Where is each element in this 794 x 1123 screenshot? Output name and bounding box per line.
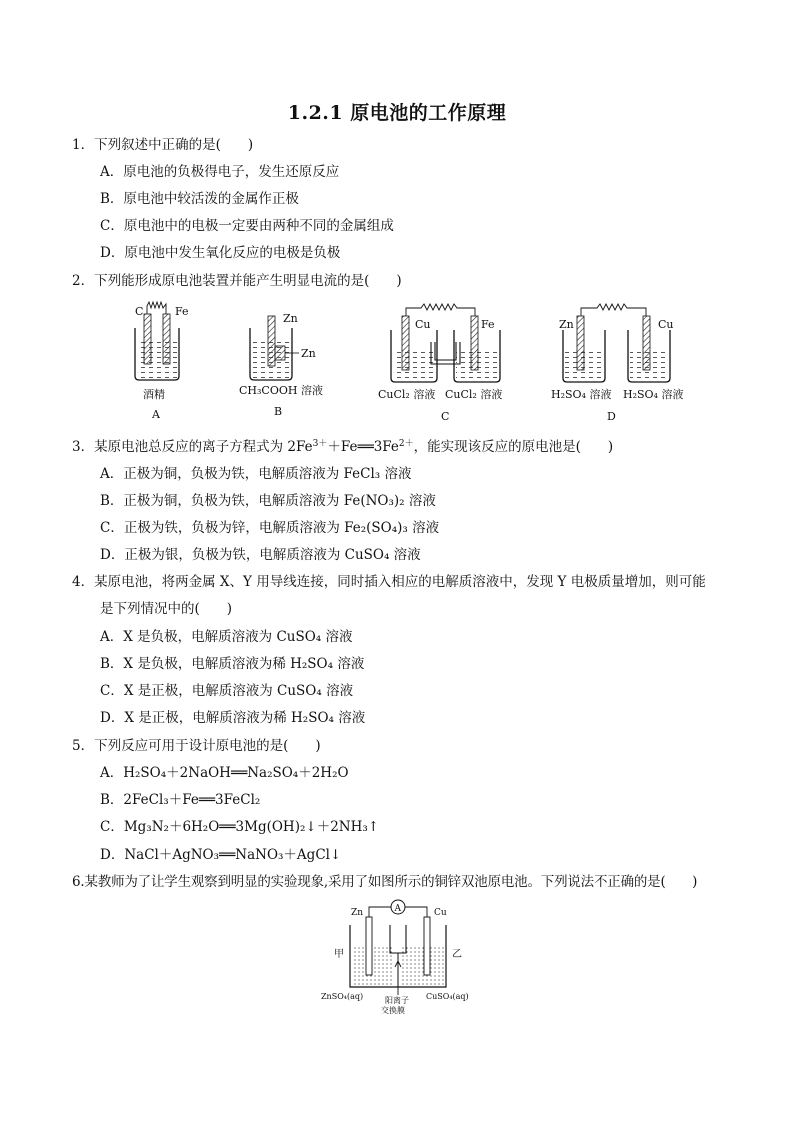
solution-label: CuSO₄(aq) — [426, 992, 469, 1001]
option-text: H₂SO₄＋2NaOH══Na₂SO₄＋2H₂O — [123, 765, 349, 781]
option-text: 原电池的负极得电子，发生还原反应 — [123, 164, 340, 180]
question-text: ＋Fe══3Fe — [327, 439, 399, 455]
salt-bridge — [431, 342, 460, 364]
apparatus-b — [239, 312, 323, 418]
option-3b — [100, 492, 436, 510]
option-text: 原电池中较活泼的金属作正极 — [123, 191, 299, 207]
option-4a — [100, 628, 353, 646]
electrode — [268, 316, 275, 366]
cell-label: 乙 — [452, 949, 462, 960]
option-text: X 是正极，电解质溶液为 CuSO₄ 溶液 — [123, 683, 354, 699]
connecting-wire — [147, 302, 166, 314]
question-number: 4． — [72, 574, 95, 590]
question-4-stem — [72, 573, 706, 591]
option-letter: A． — [100, 629, 124, 645]
ion-charge: 3＋ — [312, 439, 328, 449]
question-2-stem — [72, 272, 402, 290]
option-text: NaCl＋AgNO₃══NaNO₃＋AgCl↓ — [124, 847, 342, 863]
question-text: ，能实现该反应的原电池是( ) — [413, 439, 614, 455]
option-letter: D． — [100, 547, 125, 563]
option-1d — [100, 244, 340, 262]
apparatus-d — [551, 304, 683, 423]
apparatus-c — [378, 304, 502, 423]
apparatus-letter: C — [441, 410, 450, 423]
electrode-label: Fe — [175, 305, 189, 318]
option-text: 正极为银，负极为铁，电解质溶液为 CuSO₄ 溶液 — [124, 547, 421, 563]
option-text: 2FeCl₃＋Fe══3FeCl₂ — [123, 792, 261, 808]
solution-label: CuCl₂ 溶液 — [378, 388, 436, 401]
question-3-stem — [72, 438, 613, 456]
option-5a — [100, 764, 349, 782]
electrode — [643, 316, 650, 370]
question-number: 6. — [72, 874, 85, 890]
solution-liquid — [352, 947, 394, 985]
option-4d — [100, 709, 365, 727]
option-4b — [100, 655, 364, 673]
apparatus-letter: A — [152, 408, 160, 421]
option-5b — [100, 791, 260, 809]
option-text: X 是负极，电解质溶液为稀 H₂SO₄ 溶液 — [123, 656, 365, 672]
option-letter: C． — [100, 819, 124, 835]
copper-electrode — [424, 917, 430, 975]
option-letter: B． — [100, 493, 124, 509]
option-4c — [100, 682, 353, 700]
question-4-stem-continued: 是下列情况中的( ) — [100, 601, 233, 617]
solution-liquid — [393, 350, 435, 380]
solution-label: CuCl₂ 溶液 — [445, 388, 503, 401]
option-text: 正极为铁，负极为锌，电解质溶液为 Fe₂(SO₄)₃ 溶液 — [123, 520, 440, 536]
option-5d — [100, 846, 341, 864]
ammeter-label: A — [394, 904, 401, 914]
page-title: 1.2.1 原电池的工作原理 — [287, 102, 507, 124]
electrode-label: C — [135, 305, 144, 318]
option-5c — [100, 818, 379, 836]
solution-liquid — [137, 342, 177, 378]
option-letter: C． — [100, 218, 124, 234]
electrode — [144, 314, 151, 364]
option-letter: D． — [100, 245, 125, 261]
question-5-stem — [72, 737, 321, 755]
apparatus-a — [135, 302, 189, 421]
solution-label: H₂SO₄ 溶液 — [623, 388, 684, 401]
electrode — [275, 346, 285, 360]
apparatus-letter: B — [274, 405, 283, 418]
question-text: 某原电池总反应的离子方程式为 2Fe — [94, 439, 313, 455]
option-letter: A． — [100, 466, 124, 482]
option-text: X 是负极，电解质溶液为 CuSO₄ 溶液 — [123, 629, 353, 645]
option-1b — [100, 190, 299, 208]
option-3c — [100, 519, 439, 537]
electrode — [402, 316, 409, 370]
electrode-label: Zn — [351, 908, 364, 918]
electrode-label: Zn — [301, 347, 316, 360]
option-1a — [100, 163, 339, 181]
option-letter: B． — [100, 191, 124, 207]
solution-label: CH₃COOH 溶液 — [239, 384, 323, 397]
option-letter: A． — [100, 164, 124, 180]
electrode-label: Cu — [658, 318, 674, 331]
option-letter: D． — [100, 847, 125, 863]
question-number: 1． — [72, 137, 95, 153]
electrode — [163, 314, 170, 364]
question-number: 5． — [72, 738, 95, 754]
membrane-label: 阳离子 — [385, 996, 409, 1005]
connecting-wire — [581, 304, 646, 316]
galvanic-cell-options-figure — [125, 300, 695, 430]
option-letter: B． — [100, 656, 124, 672]
option-letter: A． — [100, 765, 124, 781]
option-text: 原电池中发生氧化反应的电极是负极 — [124, 245, 341, 261]
option-text: 原电池中的电极一定要由两种不同的金属组成 — [123, 218, 394, 234]
apparatus-letter: D — [607, 410, 616, 423]
electrode-label: Zn — [283, 312, 298, 325]
double-cell-battery-figure — [318, 895, 478, 1015]
question-1-stem — [72, 136, 253, 154]
question-number: 3． — [72, 439, 95, 455]
connecting-wire — [406, 304, 475, 316]
option-text: X 是正极，电解质溶液为稀 H₂SO₄ 溶液 — [124, 710, 366, 726]
ion-charge: 2＋ — [398, 439, 414, 449]
option-text: 正极为铜，负极为铁，电解质溶液为 FeCl₃ 溶液 — [123, 466, 412, 482]
solution-label: H₂SO₄ 溶液 — [551, 388, 612, 401]
option-letter: C． — [100, 683, 124, 699]
electrode-label: Cu — [434, 908, 447, 918]
question-text: 下列叙述中正确的是( ) — [94, 137, 254, 153]
option-text: 正极为铜，负极为铁，电解质溶液为 Fe(NO₃)₂ 溶液 — [123, 493, 436, 509]
solution-label: ZnSO₄(aq) — [321, 992, 364, 1001]
option-letter: D． — [100, 710, 125, 726]
electrode-label: Zn — [559, 318, 574, 331]
electrode-label: Cu — [415, 318, 431, 331]
question-text: 某教师为了让学生观察到明显的实验现象,采用了如图所示的铜锌双池原电池。下列说法不正确的是( ) — [84, 874, 698, 890]
solution-label: 酒精 — [143, 388, 165, 401]
question-6-stem — [72, 873, 697, 891]
option-1c — [100, 217, 394, 235]
membrane-label: 交换膜 — [381, 1006, 405, 1015]
electrode — [577, 316, 584, 370]
question-text: 下列能形成原电池装置并能产生明显电流的是( ) — [94, 273, 402, 289]
option-letter: B． — [100, 792, 124, 808]
option-text: Mg₃N₂＋6H₂O══3Mg(OH)₂↓＋2NH₃↑ — [123, 819, 380, 835]
solution-liquid — [402, 947, 444, 985]
option-letter: C． — [100, 520, 124, 536]
option-3a — [100, 465, 412, 483]
zinc-electrode — [366, 917, 372, 975]
electrode — [471, 316, 478, 370]
question-text: 下列反应可用于设计原电池的是( ) — [94, 738, 321, 754]
electrode-label: Fe — [481, 318, 495, 331]
question-number: 2． — [72, 273, 95, 289]
option-3d — [100, 546, 421, 564]
cell-label: 甲 — [334, 949, 344, 960]
question-text: 某原电池，将两金属 X、Y 用导线连接，同时插入相应的电解质溶液中，发现 Y 电极质量增加，则可能 — [94, 574, 706, 590]
